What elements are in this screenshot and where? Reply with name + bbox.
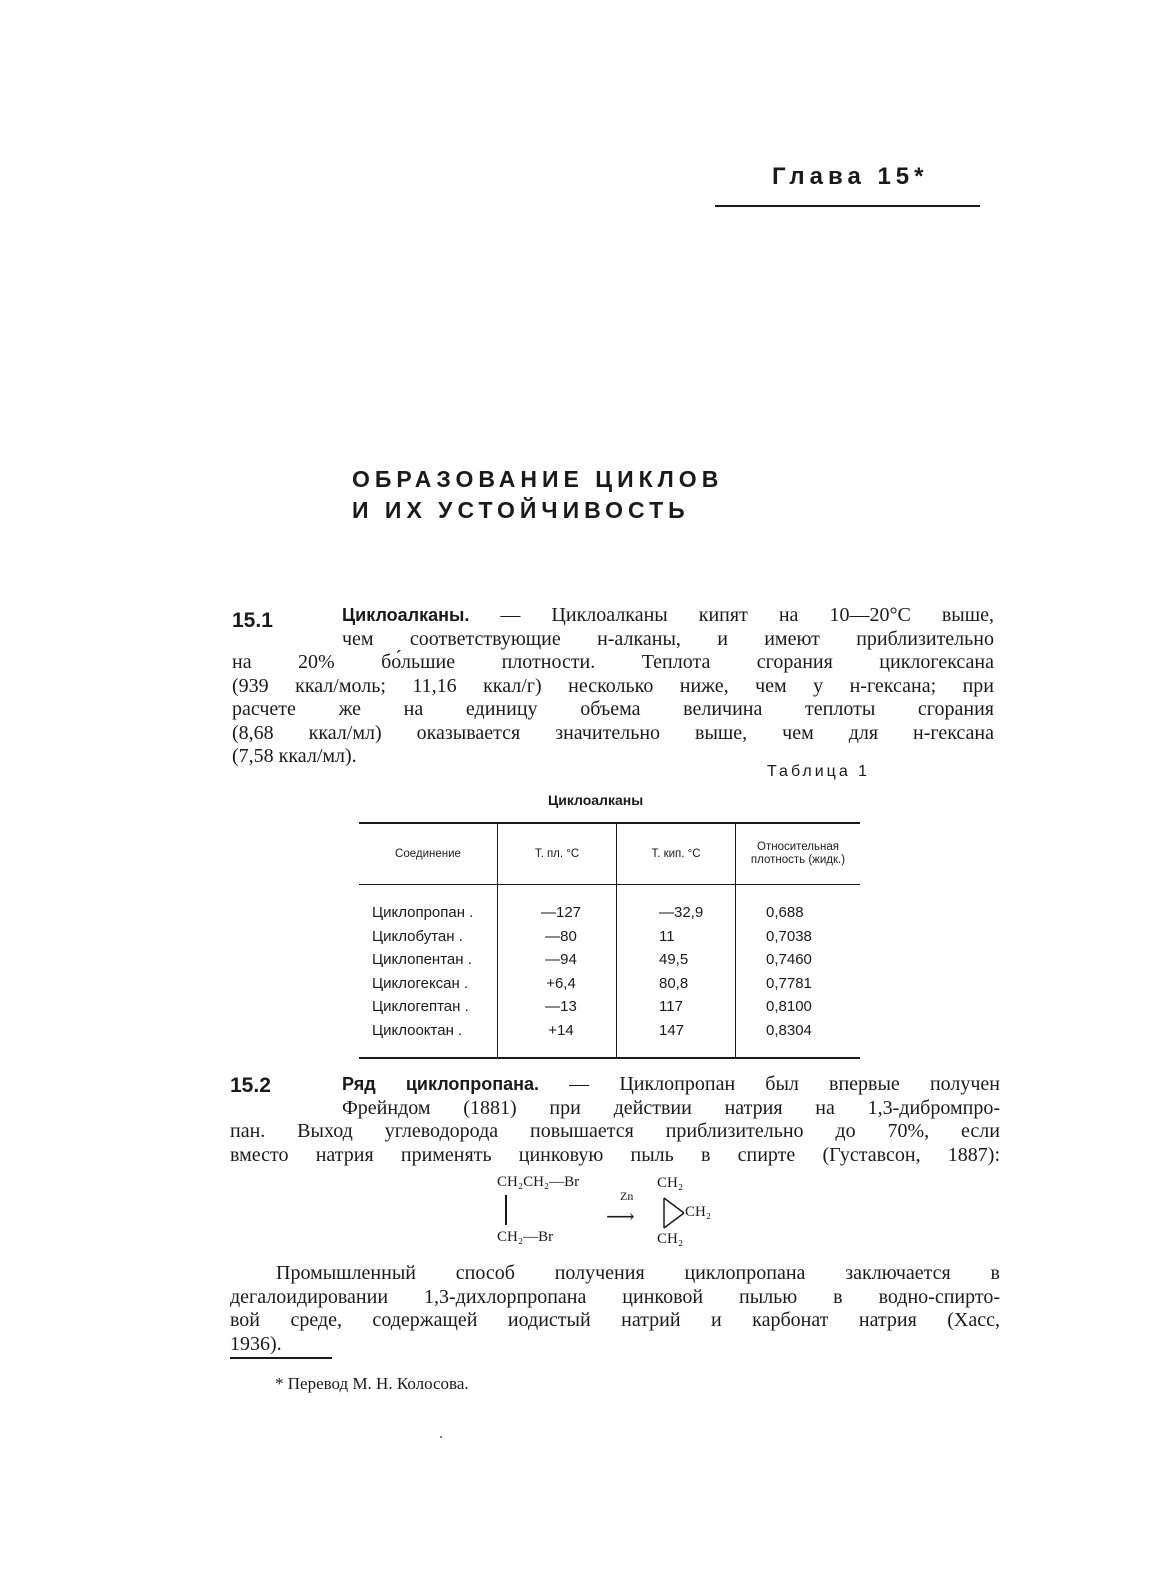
paragraph-line: расчете же на единицу объема величина теплоты сгорания — [232, 698, 994, 720]
paragraph-line: на 20% бо́льшие плотности. Теплота сгорания циклогексана — [232, 651, 994, 673]
header-density: Относительная плотность (жидк.) — [736, 823, 861, 885]
table-row — [359, 972, 860, 996]
cell-density: 0,7460 — [736, 948, 861, 972]
cell-melting: +6,4 — [498, 972, 617, 996]
cell-density: 0,8100 — [736, 995, 861, 1019]
cell-melting: +14 — [498, 1019, 617, 1059]
cycloalkanes-table — [359, 822, 860, 1059]
cell-boiling: 117 — [617, 995, 736, 1019]
table-title: Циклоалканы — [548, 792, 644, 808]
reagent-label: Zn — [620, 1189, 634, 1203]
section-15-1-paragraph — [232, 604, 994, 769]
paragraph-line — [232, 604, 994, 628]
reaction-arrow-icon: ⟶ — [606, 1206, 635, 1228]
table-number: Таблица 1 — [767, 763, 871, 780]
footnote-rule — [230, 1357, 332, 1359]
paragraph-line: Промышленный способ получения циклопропана заключается в — [276, 1262, 1000, 1284]
cell-compound: Циклогептан . — [372, 998, 469, 1016]
table-row — [359, 995, 860, 1019]
header-compound: Соединение — [359, 823, 498, 885]
reactant-bottom: CH₂—Br — [497, 1229, 554, 1245]
paragraph-line — [230, 1073, 1000, 1097]
cell-density: 0,7781 — [736, 972, 861, 996]
cell-melting: —127 — [498, 885, 617, 925]
section-number-15-1: 15.1 — [232, 609, 273, 632]
chapter-title-line2: И ИХ УСТОЙЧИВОСТЬ — [352, 497, 690, 523]
paragraph-line: вместо натрия применять цинковую пыль в спирте (Густавсон, 1887): — [230, 1143, 1000, 1166]
paragraph-line: дегалоидировании 1,3-дихлорпропана цинковой пылью в водно-спирто- — [230, 1285, 1000, 1308]
industrial-method-paragraph — [230, 1262, 1000, 1356]
cell-melting: —80 — [498, 925, 617, 949]
chapter-title-line1: ОБРАЗОВАНИЕ ЦИКЛОВ — [352, 466, 724, 492]
page-speck — [440, 1436, 442, 1438]
section-15-2-paragraph — [230, 1073, 1000, 1167]
paragraph-line: вой среде, содержащей иодистый натрий и карбонат натрия (Хасс, — [230, 1309, 1000, 1331]
paragraph-line: Фрейндом (1881) при действии натрия на 1,3-дибромпро- — [342, 1096, 1000, 1119]
header-melting-point: Т. пл. °С — [498, 823, 617, 885]
reactant-bond-line — [505, 1195, 507, 1225]
section-heading: Ряд циклопропана. — [342, 1074, 540, 1094]
paragraph-line: (939 ккал/моль; 11,16 ккал/г) несколько ниже, чем у н-гексана; при — [232, 674, 994, 697]
cell-boiling: —32,9 — [617, 885, 736, 925]
cell-compound: Циклопентан . — [372, 951, 472, 969]
cell-boiling: 49,5 — [617, 948, 736, 972]
paragraph-line: чем соответствующие н-алканы, и имеют приблизительно — [342, 627, 994, 650]
cell-density: 0,8304 — [736, 1019, 861, 1059]
cell-boiling: 11 — [617, 925, 736, 949]
chapter-rule — [715, 205, 980, 207]
product-side: CH₂ — [685, 1204, 712, 1220]
reactant-top: CH₂CH₂—Br — [497, 1174, 580, 1190]
section-number-15-2: 15.2 — [230, 1074, 271, 1097]
product-bottom: CH₂ — [657, 1231, 684, 1247]
cell-melting: —94 — [498, 948, 617, 972]
cell-melting: —13 — [498, 995, 617, 1019]
product-top: CH₂ — [657, 1175, 684, 1191]
cell-density: 0,688 — [736, 885, 861, 925]
table-row — [359, 885, 860, 925]
table-header-row — [359, 823, 860, 885]
paragraph-line: 1936). — [230, 1332, 282, 1355]
cell-boiling: 80,8 — [617, 972, 736, 996]
cell-compound: Циклопропан . — [372, 904, 474, 922]
table-row — [359, 948, 860, 972]
chapter-label: Глава 15* — [772, 163, 929, 190]
paragraph-line: (8,68 ккал/мл) оказывается значительно выше, чем для н-гексана — [232, 721, 994, 744]
cell-boiling: 147 — [617, 1019, 736, 1059]
paragraph-line: (7,58 ккал/мл). — [232, 745, 357, 767]
cell-compound: Циклооктан . — [372, 1021, 463, 1039]
paragraph-line: пан. Выход углеводорода повышается приблизительно до 70%, если — [230, 1120, 1000, 1142]
footnote: * Перевод М. Н. Колосова. — [275, 1374, 469, 1393]
cell-compound: Циклобутан . — [372, 927, 463, 945]
cell-compound: Циклогексан . — [372, 974, 469, 992]
table-row — [359, 925, 860, 949]
text: — Циклоалканы кипят на 10—20°С выше, — [500, 604, 994, 626]
header-boiling-point: Т. кип. °С — [617, 823, 736, 885]
cell-density: 0,7038 — [736, 925, 861, 949]
text: — Циклопропан был впервые получен — [569, 1073, 1000, 1095]
section-heading: Циклоалканы. — [342, 605, 470, 625]
table-row — [359, 1019, 860, 1059]
